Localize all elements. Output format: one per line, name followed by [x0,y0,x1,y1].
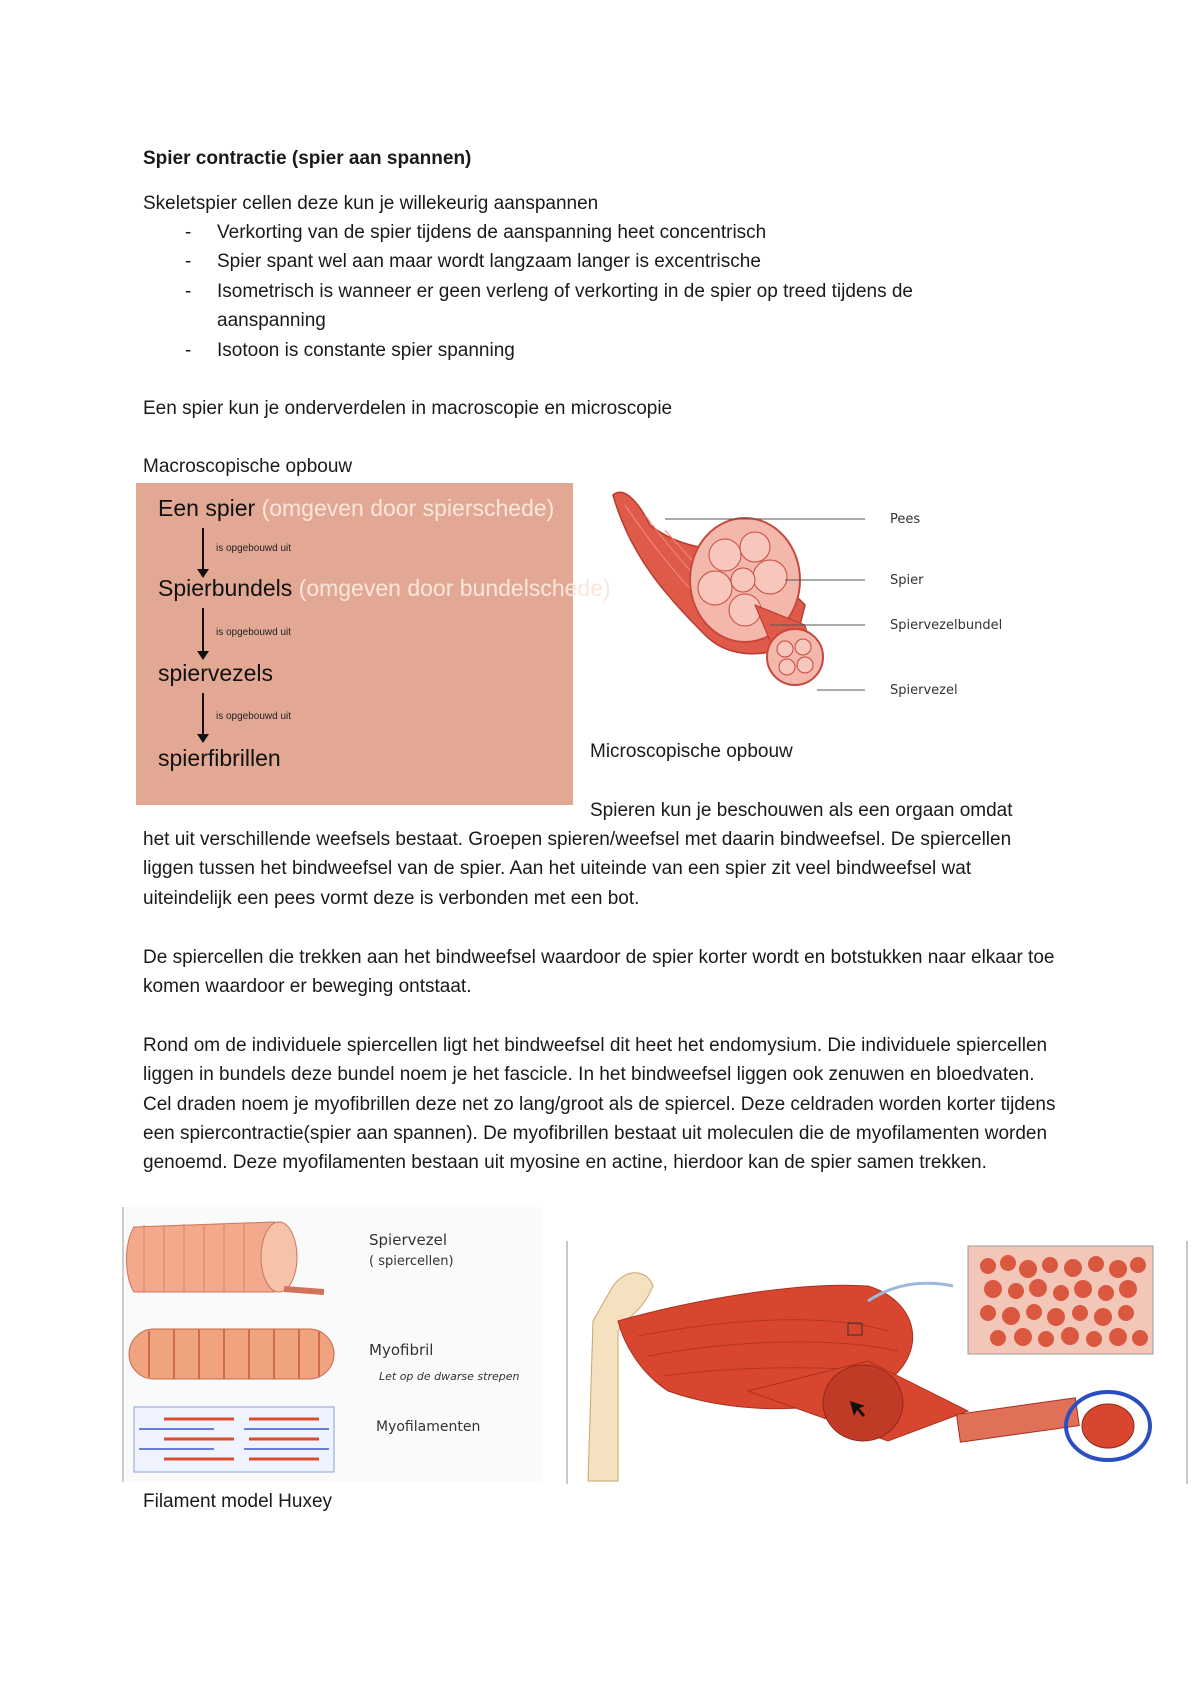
flow-level-2-note: (omgeven door bundelschede) [298,575,611,601]
muscle-tissue-svg [568,1241,1186,1484]
myofibril-cylinder [129,1329,334,1379]
muscle-anatomy-illustration [605,485,1003,710]
flow-level-3: spiervezels [158,660,274,686]
fascicle-circle [731,568,755,592]
arrow-down-icon [202,693,204,741]
fig-note-strepen: Let op de dwarse strepen [379,1370,520,1383]
bullet-dash: - [185,251,192,272]
fig-label-myofibril: Myofibril [369,1341,434,1359]
bullet-dash: - [185,340,192,361]
micro-heading: Microscopische opbouw [590,741,793,762]
fiber-circle [777,641,793,657]
list-item: Verkorting van de spier tijdens de aanspanning heet concentrisch [217,222,767,243]
bullet-dash: - [185,281,192,302]
split-sentence: Een spier kun je onderverdelen in macroscopie en microscopie [143,398,673,419]
fascicle-circle [709,539,741,571]
fiber-structure-figure [122,1207,542,1482]
macro-flow-diagram [136,483,611,805]
paragraph-1-line-1: Spieren kun je beschouwen als een orgaan omdat [590,800,1013,821]
figure-caption: Filament model Huxey [143,1491,333,1512]
list-item: Isotoon is constante spier spanning [217,340,515,361]
label-pees: Pees [890,512,921,527]
flow-level-2 [158,575,611,602]
list-item: Spier spant wel aan maar wordt langzaam langer is excentrische [217,251,761,272]
fascicle-circle [753,560,787,594]
flow-level-1-label: Een spier [158,495,256,521]
list-item: Isometrisch is wanneer er geen verleng of verkorting in de spier op treed tijdens de [217,281,913,302]
paragraph-2: De spiercellen die trekken aan het bindweefsel waardoor de spier korter wordt en botstukken naar elkaar toe komen waardoor er beweging ontstaat. [143,947,1055,998]
label-spiervezelbundel: Spiervezelbundel [890,618,1003,633]
flow-arrow-label: is opgebouwd uit [216,711,292,722]
label-spiervezel: Spiervezel [890,683,958,698]
intro-line: Skeletspier cellen deze kun je willekeurig aanspannen [143,193,599,214]
fascicle-circle [729,594,761,626]
flow-arrow-label: is opgebouwd uit [216,627,292,638]
fiber-bundle-cross-section [767,629,823,685]
fig-label-spiercellen: ( spiercellen) [369,1254,454,1269]
fascicle-cross-section [823,1365,903,1441]
flow-arrow-label: is opgebouwd uit [216,543,292,554]
fiber-cross-section [1082,1404,1134,1448]
flow-level-4: spierfibrillen [158,745,281,771]
fiber-circle [797,657,813,673]
fig-label-spiervezel: Spiervezel [369,1231,447,1249]
myofibril-strand [284,1289,324,1292]
fiber-end-cross-section [261,1222,297,1292]
macro-heading: Macroscopische opbouw [143,456,353,477]
arrow-down-icon [202,528,204,576]
flow-level-1 [158,495,554,522]
paragraph-1: het uit verschillende weefsels bestaat. Groepen spieren/weefsel met daarin bindweefsel. De spiercellen liggen tussen het bindweefsel van de spier. Aan het uiteinde van een spier zit veel bindweefsel wat uiteindelijk een pees vormt deze is verbonden met een bot. [143,829,1012,909]
muscle-tissue-figure [566,1241,1188,1484]
list-item-continuation: aanspanning [217,310,326,331]
label-spier: Spier [890,573,924,588]
bullet-dash: - [185,222,192,243]
fiber-structure-svg [124,1207,542,1482]
fig-label-myofilamenten: Myofilamenten [376,1419,481,1435]
flow-level-2-label: Spierbundels [158,575,293,601]
fiber-circle [795,639,811,655]
paragraph-3: Rond om de individuele spiercellen ligt het bindweefsel dit heet het endomysium. Die individuele spiercellen liggen in bundels deze bundel noem je het fascicle. In het bindweefsel liggen ook zenuwen en bloedvaten. Cel draden noem je myofibrillen deze net zo lang/groot als de spiercel. Deze celdraden worden korter tijdens een spiercontractie(spier aan spannen). De myofibrillen bestaat uit moleculen die de myofilamenten worden genoemd. Deze myofilamenten bestaan uit myosine en actine, hierdoor kan de spier samen trekken. [143,1035,1056,1174]
myofilament-array [134,1407,334,1472]
fascicle-circle [740,532,770,562]
fascicle-circle [698,571,732,605]
fiber-circle [779,659,795,675]
arrow-down-icon [202,608,204,658]
page-title: Spier contractie (spier aan spannen) [143,148,472,169]
flow-level-1-note: (omgeven door spierschede) [261,495,555,521]
